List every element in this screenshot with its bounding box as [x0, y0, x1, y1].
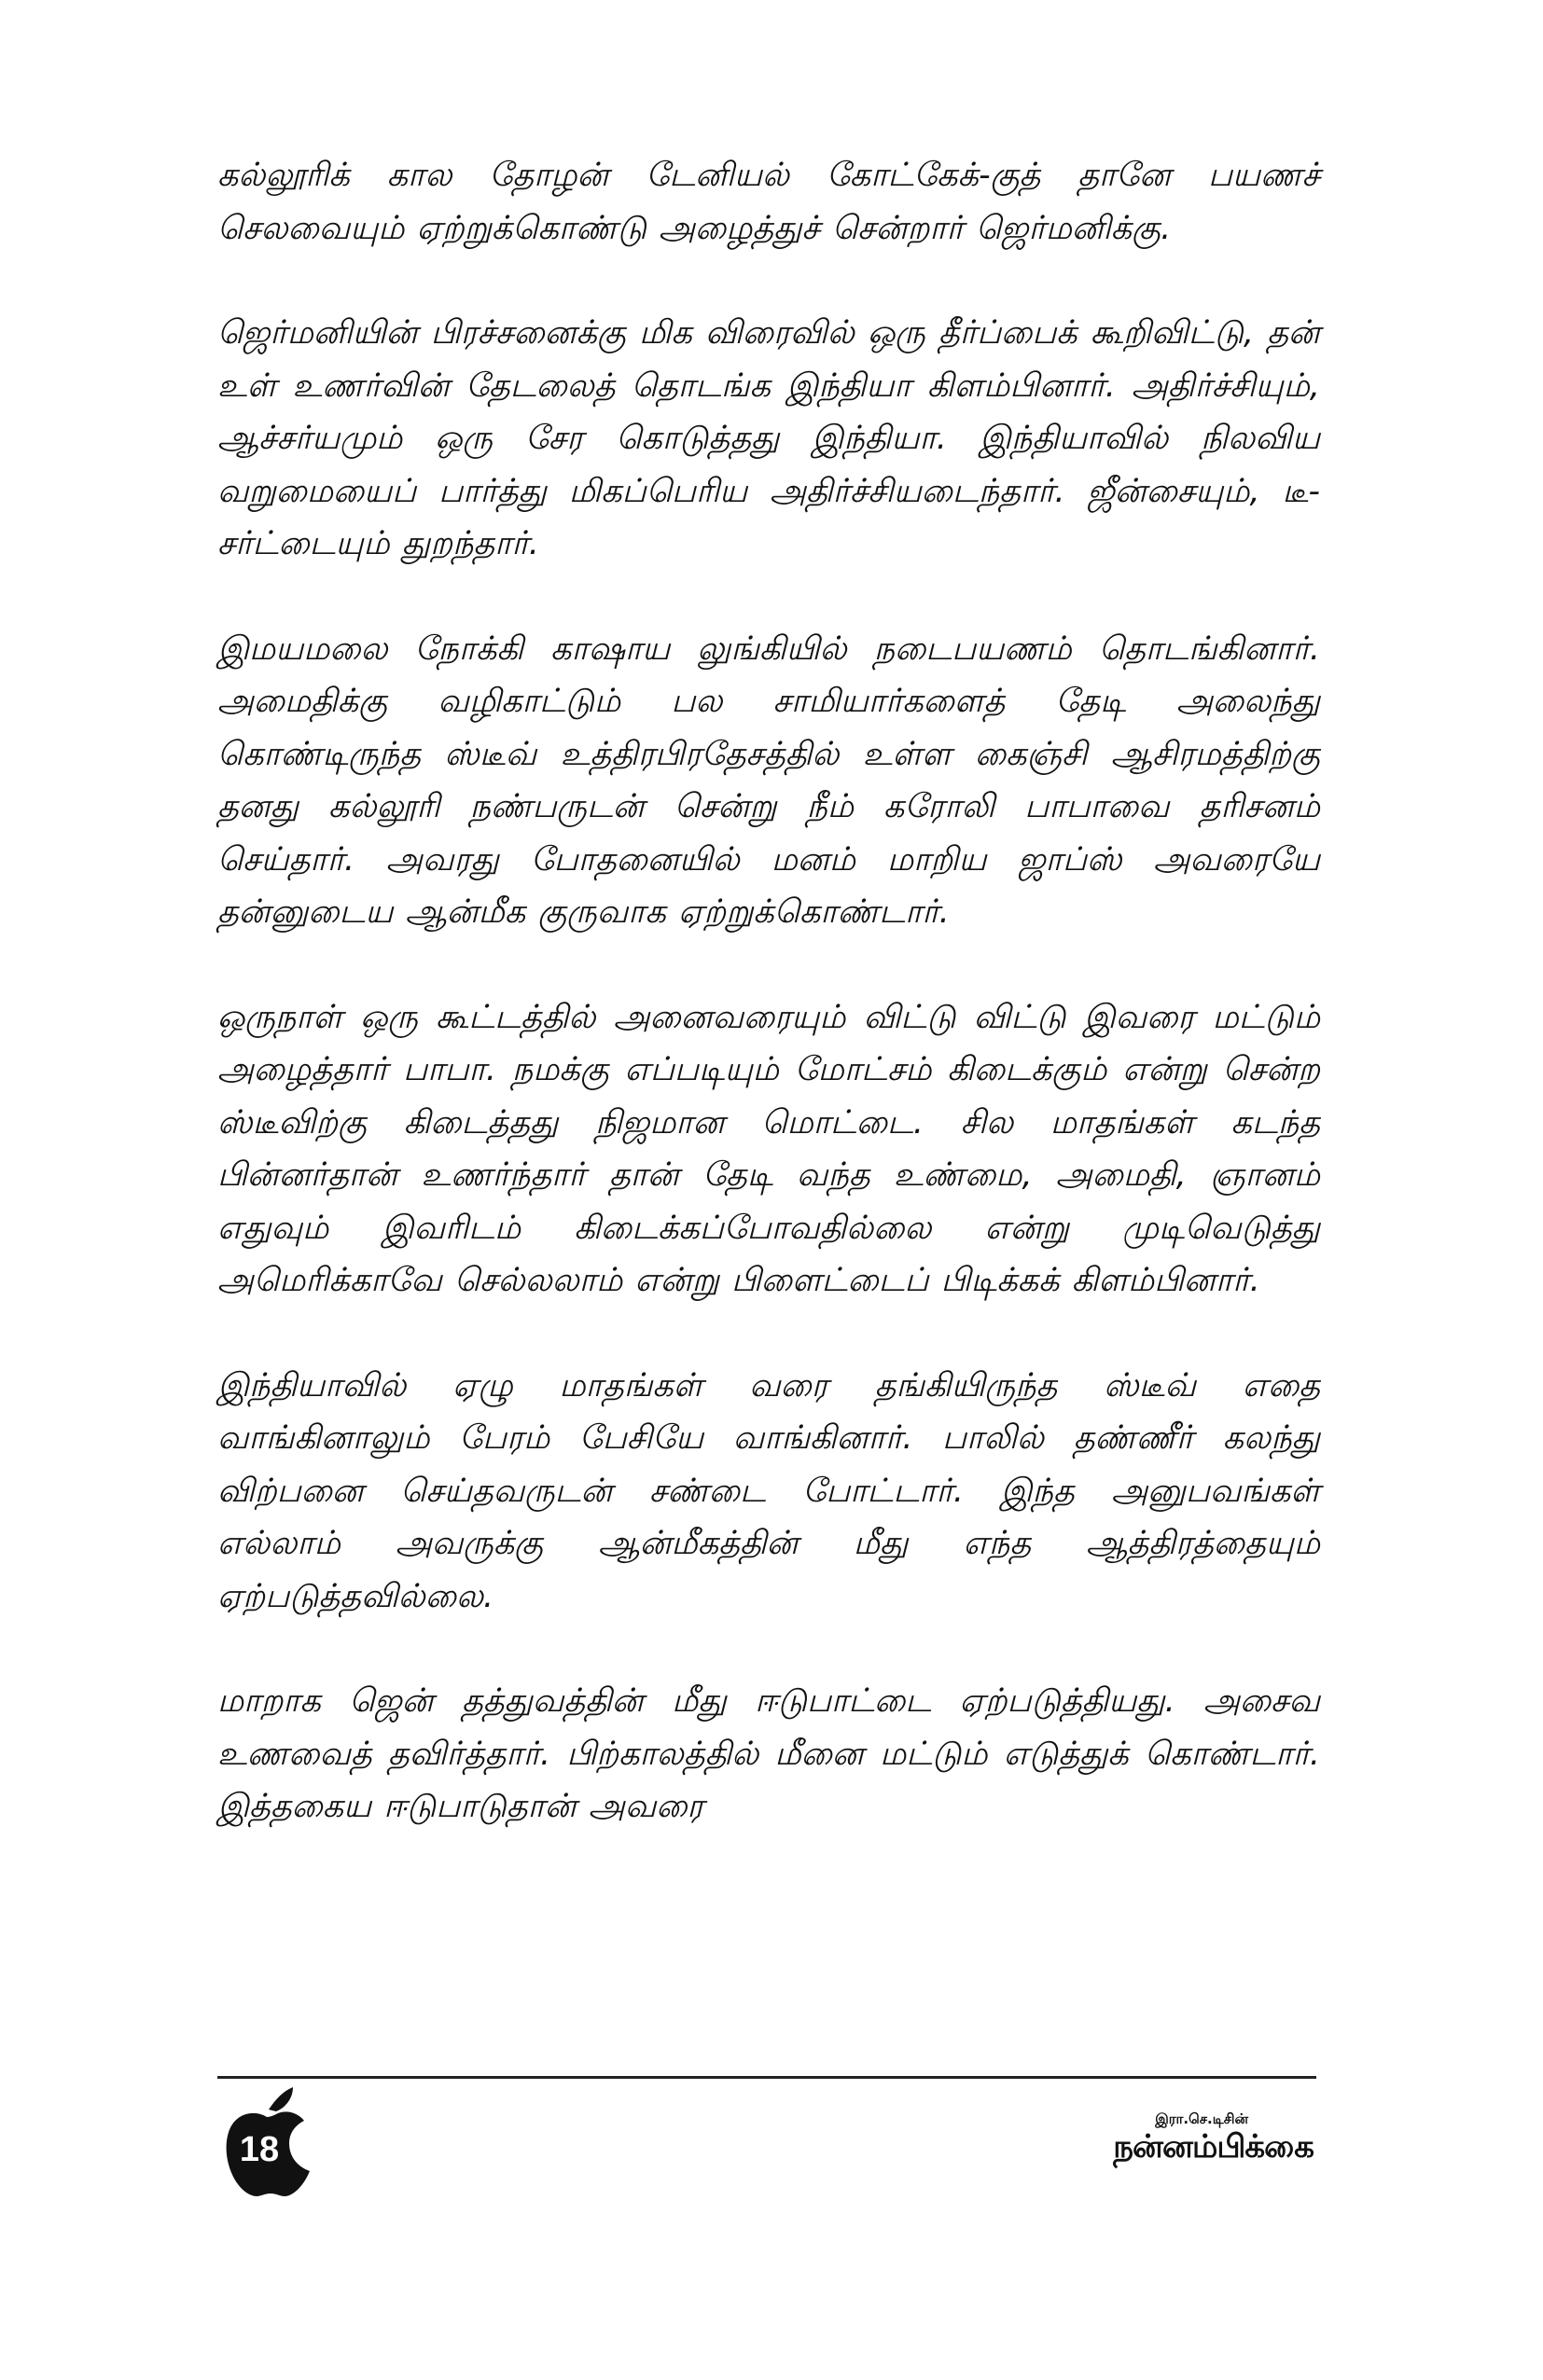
publication-brand [1099, 2110, 1314, 2166]
paragraph-5: இந்தியாவில் ஏழு மாதங்கள் வரை தங்கியிருந்த ஸ்டீவ் எதை வாங்கினாலும் பேரம் பேசியே வாங்கினார். பாலில் தண்ணீர் கலந்து விற்பனை செய்தவருடன் சண்டை போட்டார். இந்த அனுபவங்கள் எல்லாம் அவருக்கு ஆன்மீகத்தின் மீது எந்த ஆத்திரத்தையும் ஏற்படுத்தவில்லை. [217, 1366, 1320, 1615]
body-text [217, 149, 1320, 1886]
paragraph-3: இமயமலை நோக்கி காஷாய லுங்கியில் நடைபயணம் தொடங்கினார். அமைதிக்கு வழிகாட்டும் பல சாமியார்களைத் தேடி அலைந்து கொண்டிருந்த ஸ்டீவ் உத்திரபிரதேசத்தில் உள்ள கைஞ்சி ஆசிரமத்திற்கு தனது கல்லூரி நண்பருடன் சென்று நீம் கரோலி பாபாவை தரிசனம் செய்தார். அவரது போதனையில் மனம் மாறிய ஜாப்ஸ் அவரையே தன்னுடைய ஆன்மீக குருவாக ஏற்றுக்கொண்டார். [217, 630, 1320, 931]
footer-divider [217, 2076, 1316, 2079]
paragraph-1: கல்லூரிக் கால தோழன் டேனியல் கோட்கேக்-குத் தானே பயணச் செலவையும் ஏற்றுக்கொண்டு அழைத்துச் சென்றார் ஜெர்மனிக்கு. [217, 157, 1320, 247]
paragraph-2: ஜெர்மனியின் பிரச்சனைக்கு மிக விரைவில் ஒரு தீர்ப்பைக் கூறிவிட்டு, தன் உள் உணர்வின் தேடலைத் தொடங்க இந்தியா கிளம்பினார். அதிர்ச்சியும், ஆச்சர்யமும் ஒரு சேர கொடுத்தது இந்தியா. இந்தியாவில் நிலவிய வறுமையைப் பார்த்து மிகப்பெரிய அதிர்ச்சியடைந்தார். ஜீன்சையும், டீ-சர்ட்டையும் துறந்தார். [217, 314, 1320, 562]
brand-title: நன்னம்பிக்கை [1113, 2128, 1314, 2166]
page-number: 18 [239, 2130, 280, 2169]
brand-author: இரா.செ.டிசின் [1155, 2110, 1248, 2127]
paragraph-6: மாறாக ஜென் தத்துவத்தின் மீது ஈடுபாட்டை ஏற்படுத்தியது. அசைவ உணவைத் தவிர்த்தார். பிற்காலத்தில் மீனை மட்டும் எடுத்துக் கொண்டார். இத்தகைய ஈடுபாடுதான் அவரை [217, 1682, 1320, 1825]
paragraph-4: ஒருநாள் ஒரு கூட்டத்தில் அனைவரையும் விட்டு விட்டு இவரை மட்டும் அழைத்தார் பாபா. நமக்கு எப்படியும் மோட்சம் கிடைக்கும் என்று சென்ற ஸ்டீவிற்கு கிடைத்தது நிஜமான மொட்டை. சில மாதங்கள் கடந்த பின்னர்தான் உணர்ந்தார் தான் தேடி வந்த உண்மை, அமைதி, ஞானம் எதுவும் இவரிடம் கிடைக்கப்போவதில்லை என்று முடிவெடுத்து அமெரிக்காவே செல்லலாம் என்று பிளைட்டைப் பிடிக்கக் கிளம்பினார். [217, 998, 1320, 1299]
